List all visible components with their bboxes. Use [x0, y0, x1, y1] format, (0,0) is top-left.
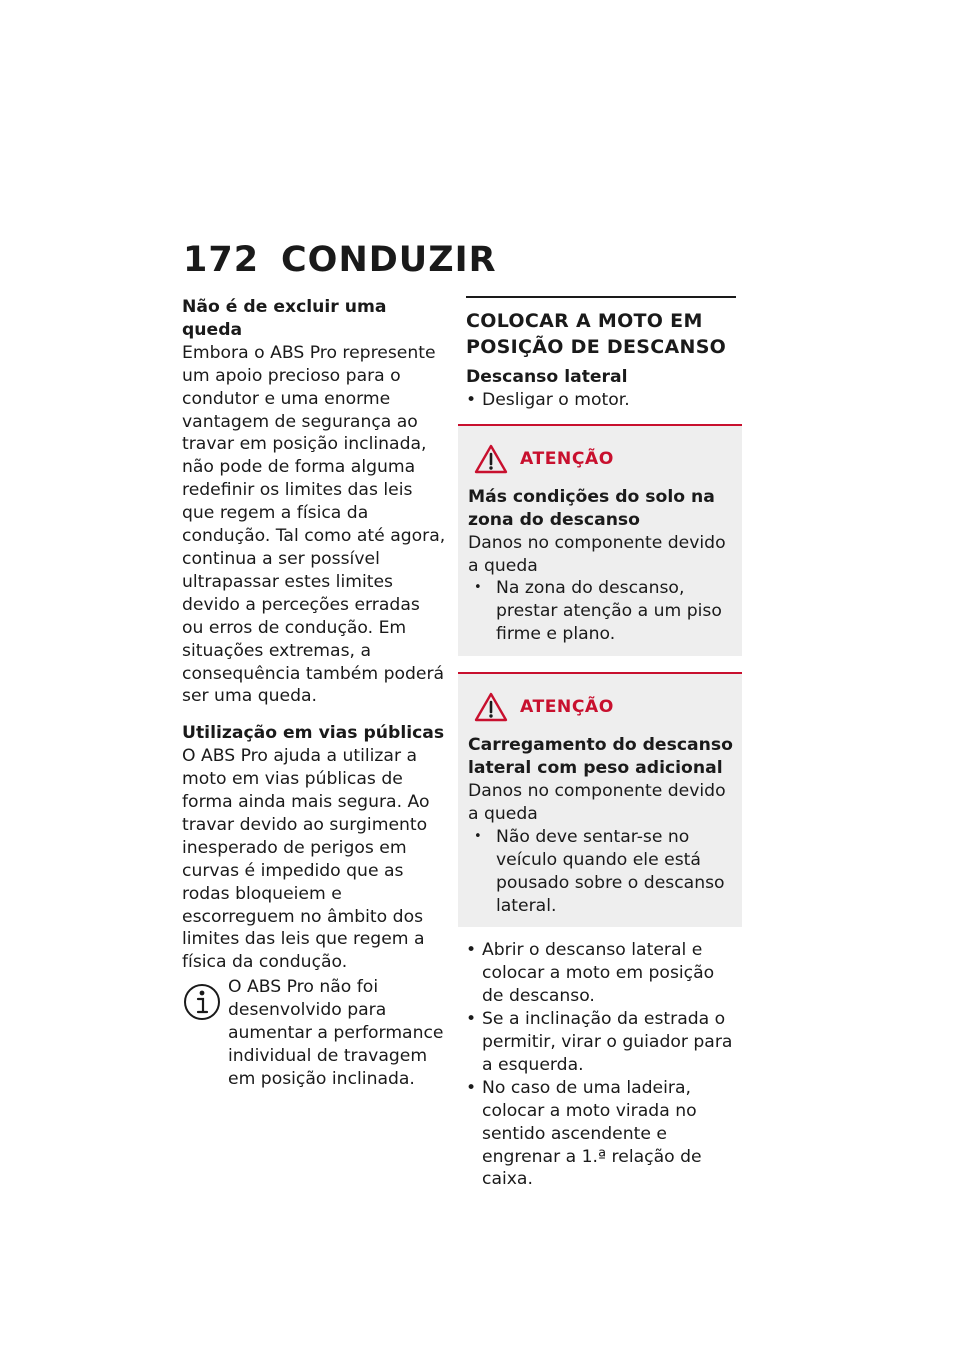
warning-consequence: Danos no componente devido a queda	[468, 780, 726, 824]
section-divider	[466, 296, 736, 298]
warning-triangle-icon	[474, 692, 508, 722]
section-fall-title: Não é de excluir uma queda	[182, 297, 387, 340]
info-note-text: O ABS Pro não foi desenvolvido para aumentar a performance individual de travagem em posição inclinada.	[228, 977, 444, 1089]
warning-title: Más condições do solo na zona do descanso	[468, 486, 715, 530]
left-column	[182, 296, 446, 1105]
page-number: 172	[183, 240, 260, 280]
warning-action: • Na zona do descanso, prestar atenção a um piso firme e plano.	[468, 577, 734, 646]
section-public-roads	[182, 722, 446, 1091]
warning-label: ATENÇÃO	[520, 448, 614, 469]
section-fall-body: Embora o ABS Pro represente um apoio precioso para o condutor e uma enorme vantagem de segurança ao travar em posição inclinada, não pode de forma alguma redefinir os limites das leis que regem a física da condução. Tal como até agora, continua a ser possível ultrapassar estes limites devido a perceções erradas ou erros de condução. Em situações extremas, a consequência também poderá ser uma queda.	[182, 342, 446, 707]
warning-box	[458, 672, 742, 927]
warning-header	[468, 444, 734, 474]
info-icon	[182, 982, 222, 1022]
page-header	[183, 240, 497, 280]
right-column	[466, 296, 736, 1191]
section-public-roads-title: Utilização em vias públicas	[182, 723, 445, 744]
warning-triangle-icon	[474, 444, 508, 474]
chapter-title: CONDUZIR	[281, 240, 497, 280]
warning-action: • Não deve sentar-se no veículo quando ele está pousado sobre o descanso lateral.	[468, 826, 734, 918]
info-note	[182, 976, 446, 1091]
warning-header	[468, 692, 734, 722]
step-item: • Abrir o descanso lateral e colocar a moto em posição de descanso.	[466, 939, 736, 1008]
warning-box	[458, 424, 742, 656]
step-item: • Desligar o motor.	[466, 389, 736, 412]
steps-list	[466, 939, 736, 1191]
section-fall	[182, 296, 446, 708]
step-item: • Se a inclinação da estrada o permitir, virar o guiador para a esquerda.	[466, 1008, 736, 1077]
section-title: COLOCAR A MOTO EM POSIÇÃO DE DESCANSO	[466, 310, 727, 358]
subsection-title: Descanso lateral	[466, 367, 628, 387]
step-item: • No caso de uma ladeira, colocar a moto virada no sentido ascendente e engrenar a 1.ª relação de caixa.	[466, 1077, 736, 1192]
section-public-roads-body: O ABS Pro ajuda a utilizar a moto em vias públicas de forma ainda mais segura. Ao travar devido ao surgimento inesperado de perigos em curvas é impedido que as rodas bloqueiem e escorreguem no âmbito dos limites das leis que regem a física da condução.	[182, 746, 430, 973]
warning-consequence: Danos no componente devido a queda	[468, 532, 726, 576]
warning-title: Carregamento do descanso lateral com peso adicional	[468, 735, 733, 779]
warning-label: ATENÇÃO	[520, 697, 614, 718]
